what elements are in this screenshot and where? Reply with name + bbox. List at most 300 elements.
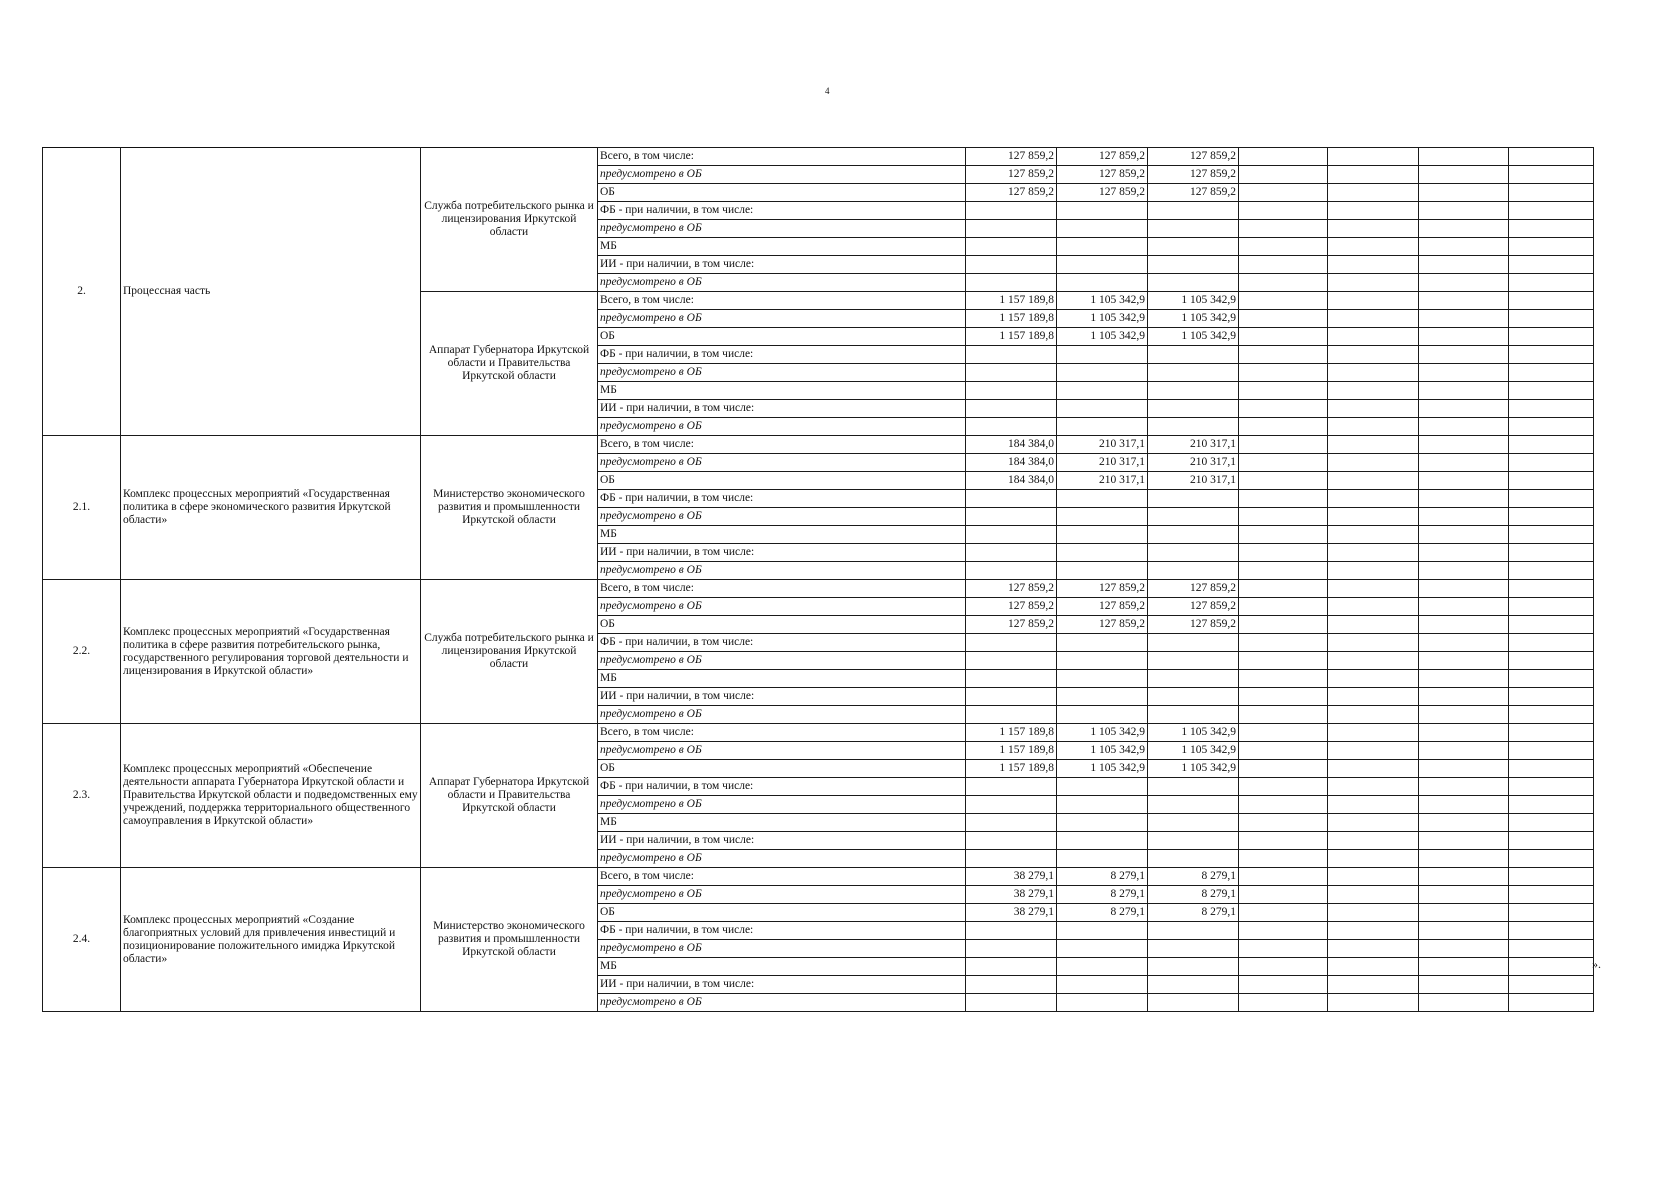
- amount-cell: 127 859,2: [966, 580, 1057, 598]
- empty-cell: [1328, 958, 1419, 976]
- amount-cell: [966, 346, 1057, 364]
- empty-cell: [1328, 292, 1419, 310]
- amount-cell: [966, 364, 1057, 382]
- funding-source-label: ОБ: [598, 328, 966, 346]
- amount-cell: [1148, 562, 1239, 580]
- amount-cell: 210 317,1: [1148, 454, 1239, 472]
- amount-cell: [966, 508, 1057, 526]
- empty-cell: [1328, 166, 1419, 184]
- funding-source-label: МБ: [598, 526, 966, 544]
- funding-source-label: ФБ - при наличии, в том числе:: [598, 346, 966, 364]
- amount-cell: [966, 976, 1057, 994]
- amount-cell: [1148, 256, 1239, 274]
- empty-cell: [1328, 454, 1419, 472]
- funding-source-label: ОБ: [598, 616, 966, 634]
- amount-cell: [966, 778, 1057, 796]
- empty-cell: [1328, 562, 1419, 580]
- empty-cell: [1239, 724, 1328, 742]
- amount-cell: [1148, 418, 1239, 436]
- empty-cell: [1509, 256, 1594, 274]
- page-number: 4: [825, 86, 830, 96]
- amount-cell: 38 279,1: [966, 904, 1057, 922]
- empty-cell: [1419, 436, 1509, 454]
- empty-cell: [1509, 904, 1594, 922]
- funding-source-label: предусмотрено в ОБ: [598, 562, 966, 580]
- amount-cell: 127 859,2: [1148, 184, 1239, 202]
- amount-cell: [1148, 202, 1239, 220]
- empty-cell: [1239, 508, 1328, 526]
- amount-cell: 38 279,1: [966, 886, 1057, 904]
- empty-cell: [1419, 148, 1509, 166]
- amount-cell: [966, 922, 1057, 940]
- responsible-executor: Аппарат Губернатора Иркутской области и Правительства Иркутской области: [421, 292, 598, 436]
- empty-cell: [1239, 382, 1328, 400]
- item-number: 2.4.: [43, 868, 121, 1012]
- empty-cell: [1509, 922, 1594, 940]
- amount-cell: 127 859,2: [1057, 598, 1148, 616]
- empty-cell: [1419, 454, 1509, 472]
- empty-cell: [1239, 418, 1328, 436]
- funding-source-label: ИИ - при наличии, в том числе:: [598, 976, 966, 994]
- amount-cell: [1057, 400, 1148, 418]
- empty-cell: [1509, 220, 1594, 238]
- empty-cell: [1509, 184, 1594, 202]
- empty-cell: [1239, 292, 1328, 310]
- amount-cell: 184 384,0: [966, 436, 1057, 454]
- empty-cell: [1509, 814, 1594, 832]
- amount-cell: 127 859,2: [1148, 580, 1239, 598]
- amount-cell: [1057, 940, 1148, 958]
- empty-cell: [1419, 418, 1509, 436]
- responsible-executor: Служба потребительского рынка и лицензирования Иркутской области: [421, 148, 598, 292]
- empty-cell: [1239, 742, 1328, 760]
- funding-source-label: ИИ - при наличии, в том числе:: [598, 400, 966, 418]
- amount-cell: [1148, 490, 1239, 508]
- empty-cell: [1328, 940, 1419, 958]
- empty-cell: [1419, 472, 1509, 490]
- empty-cell: [1509, 706, 1594, 724]
- amount-cell: 210 317,1: [1148, 472, 1239, 490]
- funding-source-label: МБ: [598, 238, 966, 256]
- empty-cell: [1419, 796, 1509, 814]
- item-title: Комплекс процессных мероприятий «Государственная политика в сфере экономического развития Иркутской области»: [121, 436, 421, 580]
- amount-cell: [1057, 994, 1148, 1012]
- funding-source-label: Всего, в том числе:: [598, 292, 966, 310]
- responsible-executor: Министерство экономического развития и промышленности Иркутской области: [421, 868, 598, 1012]
- funding-source-label: ОБ: [598, 472, 966, 490]
- empty-cell: [1328, 472, 1419, 490]
- amount-cell: [1148, 832, 1239, 850]
- funding-source-label: предусмотрено в ОБ: [598, 940, 966, 958]
- table-row: [43, 148, 1594, 166]
- amount-cell: [966, 958, 1057, 976]
- amount-cell: [1057, 382, 1148, 400]
- amount-cell: 127 859,2: [966, 598, 1057, 616]
- empty-cell: [1328, 688, 1419, 706]
- empty-cell: [1239, 922, 1328, 940]
- empty-cell: [1509, 544, 1594, 562]
- funding-source-label: ОБ: [598, 184, 966, 202]
- funding-source-label: МБ: [598, 958, 966, 976]
- amount-cell: [966, 490, 1057, 508]
- funding-source-label: предусмотрено в ОБ: [598, 652, 966, 670]
- amount-cell: [1057, 850, 1148, 868]
- amount-cell: [1057, 346, 1148, 364]
- empty-cell: [1419, 310, 1509, 328]
- empty-cell: [1328, 184, 1419, 202]
- amount-cell: [966, 814, 1057, 832]
- empty-cell: [1239, 670, 1328, 688]
- empty-cell: [1509, 382, 1594, 400]
- funding-source-label: ОБ: [598, 904, 966, 922]
- empty-cell: [1328, 544, 1419, 562]
- amount-cell: [966, 940, 1057, 958]
- funding-source-label: ИИ - при наличии, в том числе:: [598, 832, 966, 850]
- amount-cell: [1148, 670, 1239, 688]
- empty-cell: [1328, 382, 1419, 400]
- funding-source-label: ФБ - при наличии, в том числе:: [598, 634, 966, 652]
- funding-source-label: предусмотрено в ОБ: [598, 454, 966, 472]
- empty-cell: [1328, 742, 1419, 760]
- closing-quote-mark: ».: [1592, 957, 1601, 971]
- empty-cell: [1419, 850, 1509, 868]
- amount-cell: [1148, 814, 1239, 832]
- empty-cell: [1328, 274, 1419, 292]
- empty-cell: [1509, 742, 1594, 760]
- empty-cell: [1328, 238, 1419, 256]
- empty-cell: [1328, 616, 1419, 634]
- empty-cell: [1509, 688, 1594, 706]
- empty-cell: [1509, 166, 1594, 184]
- amount-cell: [1148, 688, 1239, 706]
- empty-cell: [1239, 778, 1328, 796]
- amount-cell: [1057, 544, 1148, 562]
- funding-source-label: предусмотрено в ОБ: [598, 796, 966, 814]
- empty-cell: [1509, 364, 1594, 382]
- empty-cell: [1239, 760, 1328, 778]
- amount-cell: [966, 562, 1057, 580]
- amount-cell: [1148, 958, 1239, 976]
- empty-cell: [1509, 490, 1594, 508]
- amount-cell: 1 157 189,8: [966, 724, 1057, 742]
- item-number: 2.3.: [43, 724, 121, 868]
- amount-cell: [966, 850, 1057, 868]
- empty-cell: [1509, 274, 1594, 292]
- empty-cell: [1328, 526, 1419, 544]
- empty-cell: [1419, 526, 1509, 544]
- funding-source-label: предусмотрено в ОБ: [598, 994, 966, 1012]
- empty-cell: [1419, 904, 1509, 922]
- funding-source-label: предусмотрено в ОБ: [598, 742, 966, 760]
- empty-cell: [1419, 598, 1509, 616]
- financing-table: [42, 147, 1594, 1012]
- empty-cell: [1239, 868, 1328, 886]
- empty-cell: [1509, 832, 1594, 850]
- amount-cell: 8 279,1: [1057, 868, 1148, 886]
- amount-cell: [1148, 652, 1239, 670]
- empty-cell: [1419, 670, 1509, 688]
- empty-cell: [1328, 490, 1419, 508]
- amount-cell: [966, 796, 1057, 814]
- amount-cell: 8 279,1: [1057, 886, 1148, 904]
- empty-cell: [1509, 886, 1594, 904]
- amount-cell: [1057, 670, 1148, 688]
- funding-source-label: МБ: [598, 814, 966, 832]
- empty-cell: [1419, 706, 1509, 724]
- empty-cell: [1328, 976, 1419, 994]
- empty-cell: [1239, 328, 1328, 346]
- amount-cell: 127 859,2: [966, 148, 1057, 166]
- empty-cell: [1509, 940, 1594, 958]
- table-body: [43, 148, 1594, 1012]
- empty-cell: [1239, 346, 1328, 364]
- empty-cell: [1239, 850, 1328, 868]
- empty-cell: [1509, 508, 1594, 526]
- amount-cell: 127 859,2: [966, 166, 1057, 184]
- empty-cell: [1419, 382, 1509, 400]
- funding-source-label: предусмотрено в ОБ: [598, 706, 966, 724]
- empty-cell: [1328, 670, 1419, 688]
- empty-cell: [1328, 220, 1419, 238]
- empty-cell: [1239, 814, 1328, 832]
- amount-cell: [1057, 202, 1148, 220]
- empty-cell: [1509, 796, 1594, 814]
- empty-cell: [1509, 634, 1594, 652]
- amount-cell: [966, 706, 1057, 724]
- empty-cell: [1239, 274, 1328, 292]
- empty-cell: [1328, 994, 1419, 1012]
- empty-cell: [1239, 202, 1328, 220]
- amount-cell: 184 384,0: [966, 472, 1057, 490]
- funding-source-label: ОБ: [598, 760, 966, 778]
- amount-cell: [1148, 220, 1239, 238]
- empty-cell: [1509, 472, 1594, 490]
- empty-cell: [1509, 526, 1594, 544]
- empty-cell: [1239, 904, 1328, 922]
- amount-cell: [1148, 364, 1239, 382]
- funding-source-label: ИИ - при наличии, в том числе:: [598, 688, 966, 706]
- empty-cell: [1509, 760, 1594, 778]
- empty-cell: [1328, 778, 1419, 796]
- empty-cell: [1239, 958, 1328, 976]
- amount-cell: [966, 688, 1057, 706]
- empty-cell: [1239, 436, 1328, 454]
- amount-cell: 1 105 342,9: [1148, 742, 1239, 760]
- empty-cell: [1509, 958, 1594, 976]
- empty-cell: [1509, 418, 1594, 436]
- table-row: [43, 580, 1594, 598]
- empty-cell: [1239, 562, 1328, 580]
- empty-cell: [1328, 148, 1419, 166]
- amount-cell: [1057, 490, 1148, 508]
- empty-cell: [1328, 598, 1419, 616]
- amount-cell: 1 105 342,9: [1057, 310, 1148, 328]
- empty-cell: [1509, 850, 1594, 868]
- empty-cell: [1328, 652, 1419, 670]
- empty-cell: [1239, 310, 1328, 328]
- empty-cell: [1328, 886, 1419, 904]
- responsible-executor: Аппарат Губернатора Иркутской области и Правительства Иркутской области: [421, 724, 598, 868]
- amount-cell: [1057, 220, 1148, 238]
- empty-cell: [1239, 634, 1328, 652]
- funding-source-label: Всего, в том числе:: [598, 580, 966, 598]
- empty-cell: [1419, 184, 1509, 202]
- amount-cell: [1148, 994, 1239, 1012]
- table-row: [43, 868, 1594, 886]
- item-number: 2.: [43, 148, 121, 436]
- funding-source-label: ИИ - при наличии, в том числе:: [598, 544, 966, 562]
- amount-cell: [1057, 526, 1148, 544]
- empty-cell: [1419, 202, 1509, 220]
- amount-cell: [1148, 850, 1239, 868]
- empty-cell: [1239, 220, 1328, 238]
- amount-cell: [1148, 922, 1239, 940]
- empty-cell: [1419, 724, 1509, 742]
- empty-cell: [1328, 832, 1419, 850]
- empty-cell: [1419, 346, 1509, 364]
- amount-cell: 1 105 342,9: [1148, 724, 1239, 742]
- amount-cell: 1 157 189,8: [966, 742, 1057, 760]
- empty-cell: [1239, 184, 1328, 202]
- empty-cell: [1419, 886, 1509, 904]
- empty-cell: [1419, 940, 1509, 958]
- funding-source-label: ФБ - при наличии, в том числе:: [598, 490, 966, 508]
- amount-cell: 1 105 342,9: [1057, 742, 1148, 760]
- amount-cell: 1 157 189,8: [966, 760, 1057, 778]
- empty-cell: [1328, 310, 1419, 328]
- empty-cell: [1509, 346, 1594, 364]
- amount-cell: [1057, 256, 1148, 274]
- amount-cell: [966, 400, 1057, 418]
- empty-cell: [1509, 202, 1594, 220]
- empty-cell: [1239, 886, 1328, 904]
- amount-cell: [1148, 400, 1239, 418]
- amount-cell: 210 317,1: [1148, 436, 1239, 454]
- amount-cell: 210 317,1: [1057, 454, 1148, 472]
- amount-cell: 127 859,2: [1148, 598, 1239, 616]
- amount-cell: 1 157 189,8: [966, 292, 1057, 310]
- table-row: [43, 724, 1594, 742]
- empty-cell: [1509, 778, 1594, 796]
- empty-cell: [1509, 724, 1594, 742]
- empty-cell: [1328, 796, 1419, 814]
- funding-source-label: Всего, в том числе:: [598, 148, 966, 166]
- funding-source-label: предусмотрено в ОБ: [598, 598, 966, 616]
- amount-cell: 38 279,1: [966, 868, 1057, 886]
- amount-cell: [1057, 706, 1148, 724]
- amount-cell: [1057, 778, 1148, 796]
- empty-cell: [1239, 940, 1328, 958]
- empty-cell: [1328, 706, 1419, 724]
- empty-cell: [1419, 868, 1509, 886]
- empty-cell: [1419, 634, 1509, 652]
- empty-cell: [1239, 652, 1328, 670]
- empty-cell: [1419, 256, 1509, 274]
- empty-cell: [1419, 544, 1509, 562]
- amount-cell: 1 105 342,9: [1057, 760, 1148, 778]
- empty-cell: [1509, 292, 1594, 310]
- amount-cell: [966, 238, 1057, 256]
- empty-cell: [1239, 598, 1328, 616]
- empty-cell: [1328, 418, 1419, 436]
- funding-source-label: ИИ - при наличии, в том числе:: [598, 256, 966, 274]
- empty-cell: [1419, 778, 1509, 796]
- empty-cell: [1239, 490, 1328, 508]
- amount-cell: 127 859,2: [1057, 184, 1148, 202]
- empty-cell: [1509, 976, 1594, 994]
- amount-cell: [1057, 814, 1148, 832]
- amount-cell: 1 105 342,9: [1057, 292, 1148, 310]
- empty-cell: [1239, 796, 1328, 814]
- funding-source-label: предусмотрено в ОБ: [598, 886, 966, 904]
- amount-cell: 1 105 342,9: [1148, 760, 1239, 778]
- empty-cell: [1239, 256, 1328, 274]
- amount-cell: 8 279,1: [1057, 904, 1148, 922]
- responsible-executor: Служба потребительского рынка и лицензирования Иркутской области: [421, 580, 598, 724]
- empty-cell: [1239, 544, 1328, 562]
- empty-cell: [1328, 904, 1419, 922]
- amount-cell: [1148, 238, 1239, 256]
- amount-cell: 8 279,1: [1148, 868, 1239, 886]
- empty-cell: [1419, 832, 1509, 850]
- empty-cell: [1419, 994, 1509, 1012]
- empty-cell: [1419, 238, 1509, 256]
- empty-cell: [1419, 814, 1509, 832]
- item-number: 2.1.: [43, 436, 121, 580]
- empty-cell: [1328, 850, 1419, 868]
- amount-cell: [1148, 526, 1239, 544]
- amount-cell: [1057, 688, 1148, 706]
- item-title: Комплекс процессных мероприятий «Государственная политика в сфере развития потребительского рынка, государственного регулирования торговой деятельности и лицензирования в Иркутской области»: [121, 580, 421, 724]
- empty-cell: [1328, 328, 1419, 346]
- empty-cell: [1419, 976, 1509, 994]
- amount-cell: 1 157 189,8: [966, 310, 1057, 328]
- empty-cell: [1419, 166, 1509, 184]
- empty-cell: [1239, 526, 1328, 544]
- amount-cell: [1148, 940, 1239, 958]
- empty-cell: [1419, 490, 1509, 508]
- empty-cell: [1419, 760, 1509, 778]
- empty-cell: [1239, 832, 1328, 850]
- empty-cell: [1509, 454, 1594, 472]
- amount-cell: 127 859,2: [966, 184, 1057, 202]
- amount-cell: 127 859,2: [1057, 166, 1148, 184]
- empty-cell: [1419, 580, 1509, 598]
- empty-cell: [1328, 400, 1419, 418]
- amount-cell: 127 859,2: [1057, 580, 1148, 598]
- funding-source-label: МБ: [598, 382, 966, 400]
- amount-cell: [1057, 652, 1148, 670]
- empty-cell: [1239, 166, 1328, 184]
- amount-cell: 8 279,1: [1148, 904, 1239, 922]
- amount-cell: [1148, 706, 1239, 724]
- empty-cell: [1509, 436, 1594, 454]
- empty-cell: [1328, 760, 1419, 778]
- funding-source-label: МБ: [598, 670, 966, 688]
- amount-cell: 8 279,1: [1148, 886, 1239, 904]
- empty-cell: [1419, 742, 1509, 760]
- empty-cell: [1509, 310, 1594, 328]
- empty-cell: [1328, 436, 1419, 454]
- amount-cell: [1148, 508, 1239, 526]
- empty-cell: [1509, 670, 1594, 688]
- funding-source-label: ФБ - при наличии, в том числе:: [598, 202, 966, 220]
- amount-cell: [1148, 346, 1239, 364]
- amount-cell: [1057, 508, 1148, 526]
- amount-cell: [1057, 634, 1148, 652]
- amount-cell: [1057, 364, 1148, 382]
- empty-cell: [1239, 580, 1328, 598]
